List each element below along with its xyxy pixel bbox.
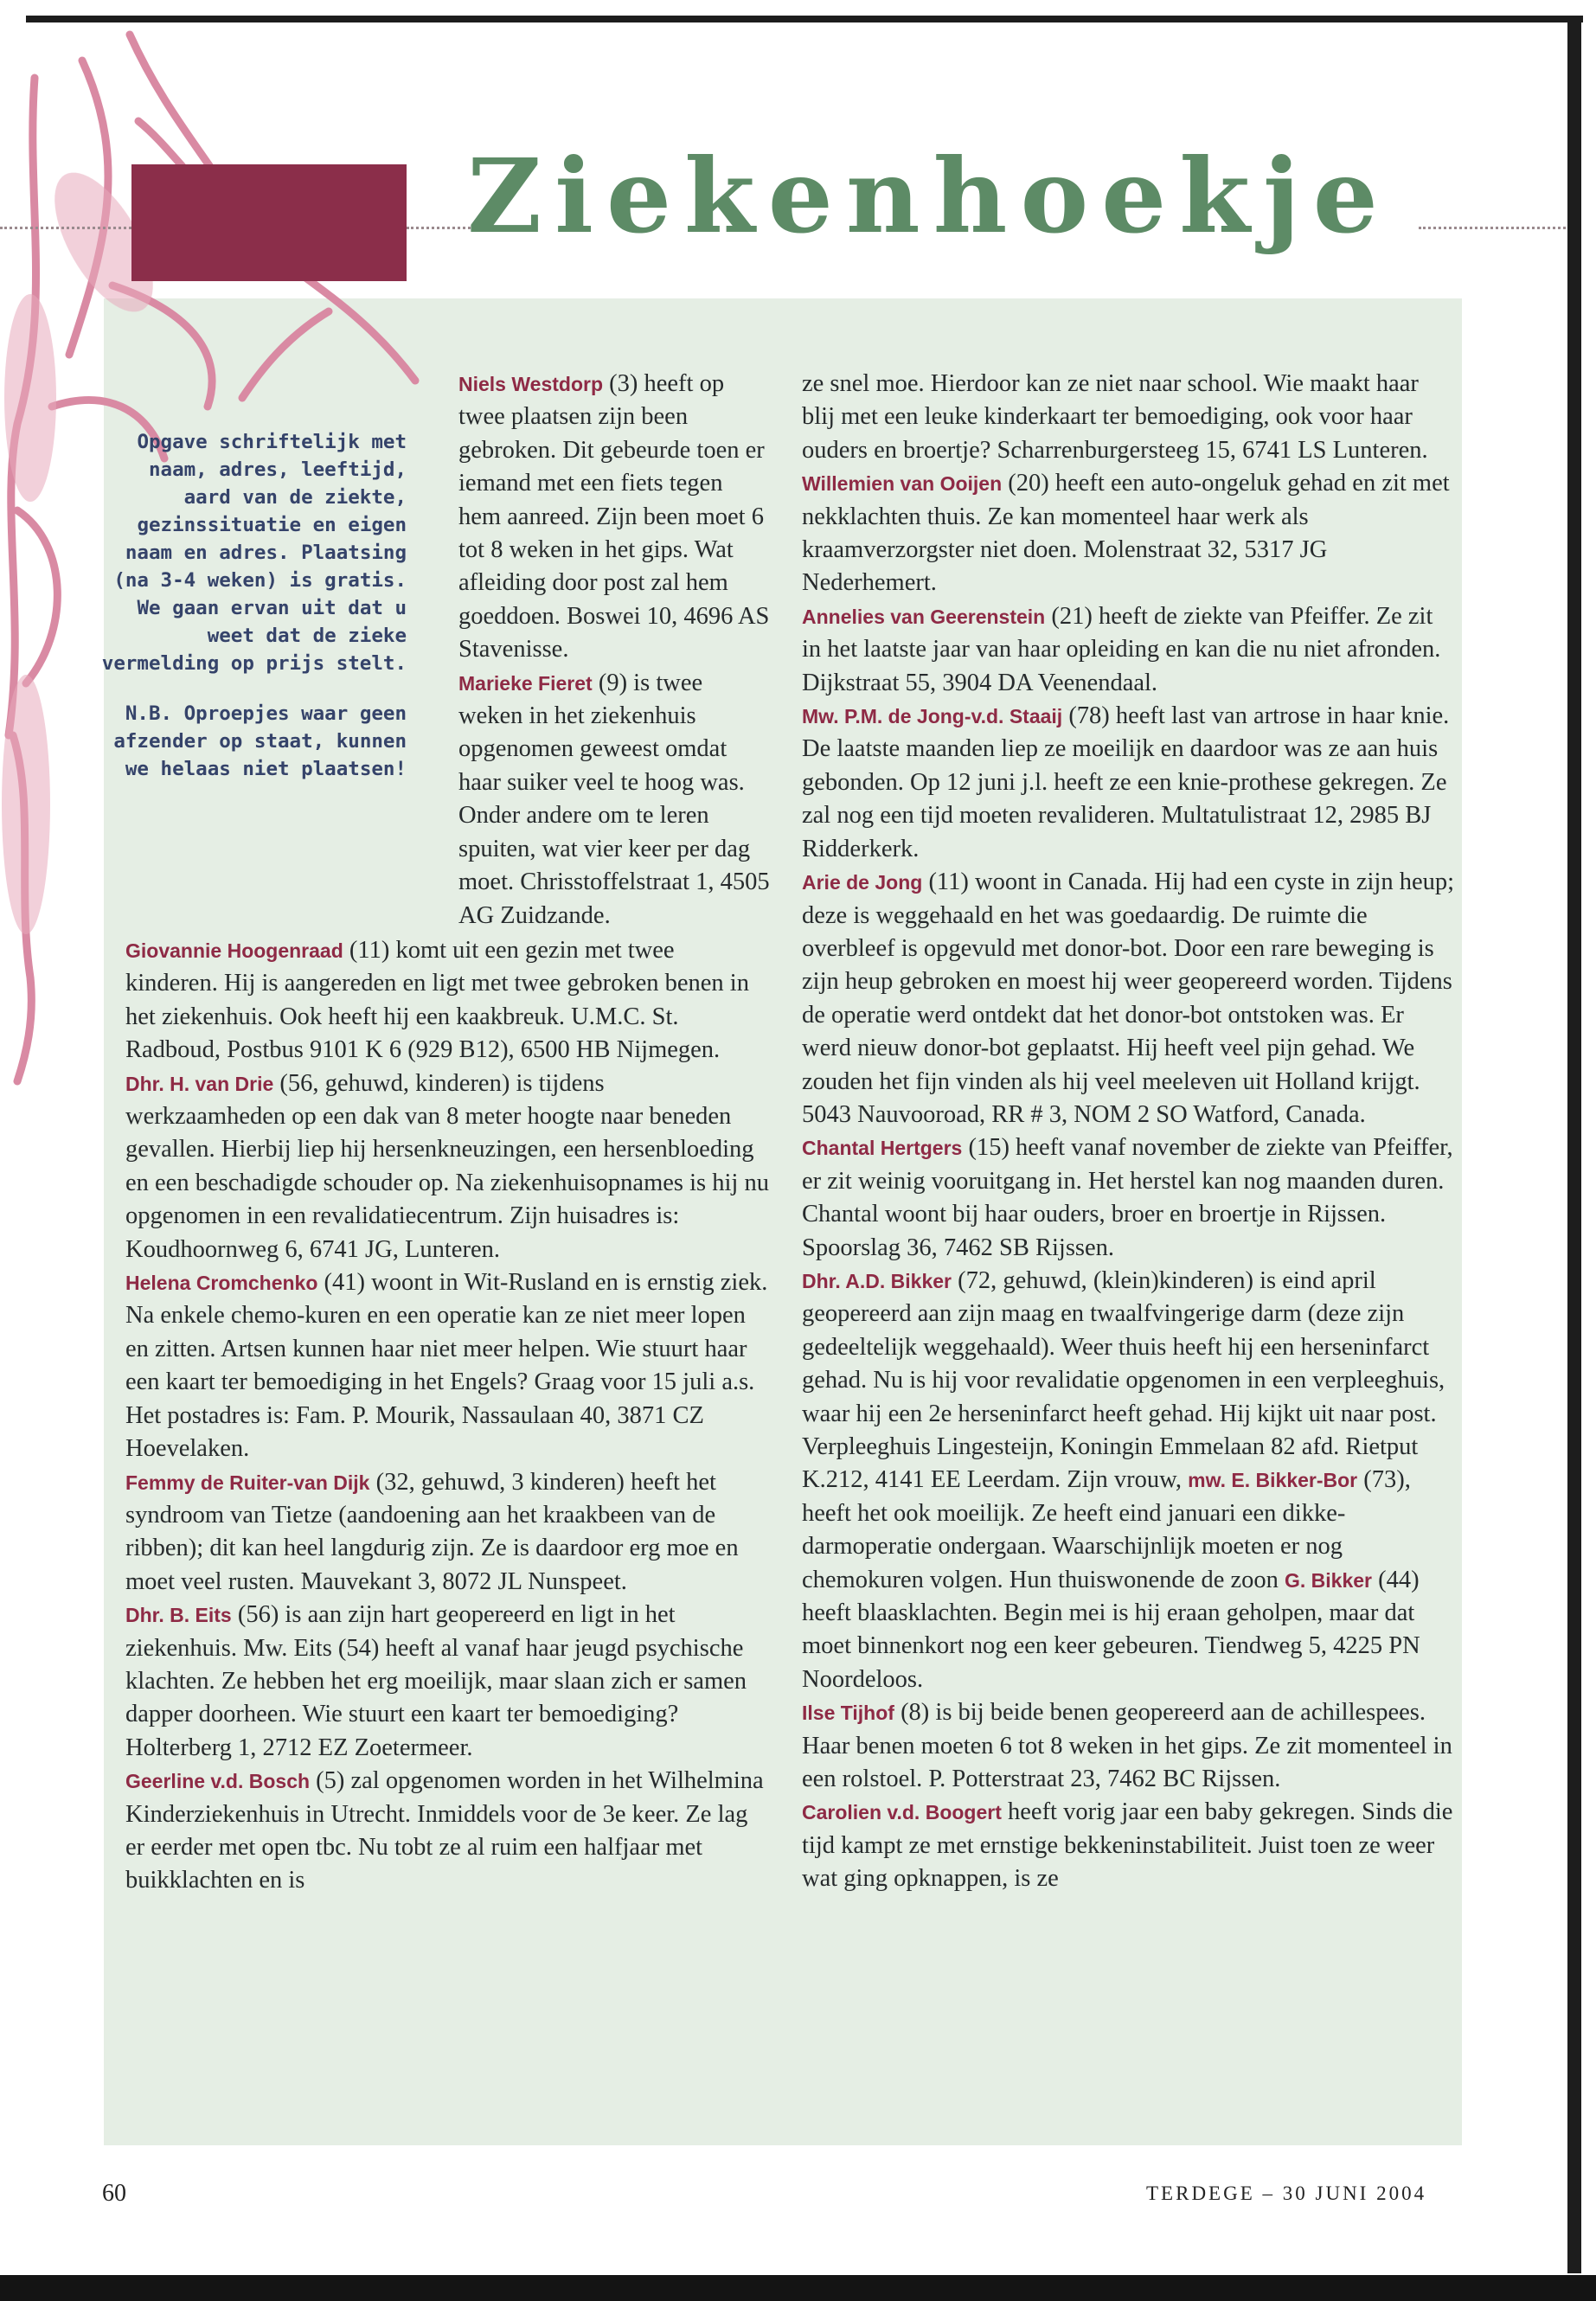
patient-text: (15) heeft vanaf november de ziekte van Pfeiffer, er zit weinig vooruitgang in. Het herstel kan nog maanden duren. Chantal woont bij haar ouders, broer en broertje in Rijssen. Spoorslag 36, 7462 SB Rijssen. [802, 1134, 1453, 1261]
list-item [802, 700, 1455, 866]
patient-text: (56, gehuwd, kinderen) is tijdens werkzaamheden op een dak van 8 meter hoogte naar beneden gevallen. Hierbij liep hij hersenkneuzingen, een hersenbloeding en een beschadigde schouder op. Na ziekenhuisopnames is hij nu opgenomen in een revalidatiecentrum. Zijn huisadres is: Koudhoornweg 6, 6741 JG, Lunteren. [125, 1069, 769, 1263]
patient-name: Giovannie Hoogenraad [125, 939, 343, 962]
patient-name: Annelies van Geerenstein [802, 605, 1046, 628]
list-item [802, 1131, 1455, 1265]
patient-text: (73), heeft het ook moeilijk. Ze heeft eind januari een dikke-darmoperatie ondergaan. Waarschijnlijk moeten er nog chemokuren volgen. Hun thuiswonende de zoon [802, 1466, 1411, 1593]
submission-info-box [95, 428, 407, 805]
column-left [125, 934, 770, 1898]
patient-text: (3) heeft op twee plaatsen zijn been gebroken. Dit gebeurde toen er iemand met een fiets tegen hem aanreed. Zijn been moet 6 tot 8 weken in het gips. Wat afleiding door post zal hem goeddoen. Boswei 10, 4696 AS Stavenisse. [458, 370, 770, 663]
patient-text: (56) is aan zijn hart geopereerd en ligt in het ziekenhuis. Mw. Eits (54) heeft al vanaf haar jeugd psychische klachten. Ze hebben het erg moeilijk, maar slaan zich er samen dapper doorheen. Wie stuurt een kaart ter bemoediging? Holterberg 1, 2712 EZ Zoetermeer. [125, 1601, 747, 1761]
patient-text: (20) heeft een auto-ongeluk gehad en zit met nekklachten thuis. Ze kan momenteel haar werk als kraamverzorgster niet doen. Molenstraat 32, 5317 JG Nederhemert. [802, 470, 1450, 597]
patient-text: (9) is twee weken in het ziekenhuis opgenomen geweest omdat haar suiker veel te hoog was. Onder andere om te leren spuiten, wat vier keer per dag moet. Chrisstoffelstraat 1, 4505 AG Zuidzande. [458, 669, 770, 929]
patient-name: Dhr. H. van Drie [125, 1072, 274, 1095]
list-item [802, 866, 1455, 1131]
list-item [125, 1266, 770, 1465]
patient-text: heeft vorig jaar een baby gekregen. Sinds die tijd kampt ze met ernstige bekkeninstabiliteit. Juist toen ze weer wat ging opknappen, is ze [802, 1798, 1453, 1893]
patient-name: Geerline v.d. Bosch [125, 1770, 311, 1793]
patient-name: mw. E. Bikker-Bor [1188, 1469, 1358, 1492]
patient-name: Dhr. A.D. Bikker [802, 1269, 952, 1292]
patient-name: Ilse Tijhof [802, 1702, 894, 1725]
page-top-border [26, 16, 1583, 22]
patient-text: (5) zal opgenomen worden in het Wilhelmina Kinderziekenhuis in Utrecht. Inmiddels voor de 3e keer. Ze lag er eerder met open tbc. Nu tobt ze al ruim een halfjaar met buikklachten en is [125, 1767, 764, 1894]
patient-text: (8) is bij beide benen geopereerd aan de achillespees. Haar benen moeten 6 tot 8 weken in het gips. Ze zit momenteel in een rolstoel. P. Potterstraat 23, 7462 BC Rijssen. [802, 1699, 1452, 1793]
page-bottom-border [0, 2275, 1596, 2301]
submission-note: N.B. Oproepjes waar geen afzender op staat, kunnen we helaas niet plaatsen! [113, 702, 407, 780]
patient-name: Chantal Hertgers [802, 1137, 963, 1160]
title-rule-right [1419, 227, 1566, 229]
page-number: 60 [102, 2180, 126, 2207]
patient-text: (11) woont in Canada. Hij had een cyste in zijn heup; deze is weggehaald en het was goedaardig. De ruimte die overbleef is opgevuld met donor-bot. Door een rare beweging is zijn heup gebroken en moest hij weer geopereerd worden. Tijdens de operatie werd ontdekt dat het donor-bot ontstoken was. Er werd nieuw donor-bot geplaatst. Hij heeft veel pijn gehad. We zouden het fijn vinden als hij veel meeleven uit Holland krijgt. 5043 Nauvooroad, RR # 3, NOM 2 SO Watford, Canada. [802, 868, 1455, 1128]
submission-instructions: Opgave schriftelijk met naam, adres, leeftijd, aard van de ziekte, gezinssituatie en eigen naam en adres. Plaatsing (na 3-4 weken) is gratis. We gaan ervan uit dat u weet dat de zieke vermelding op prijs stelt. [101, 431, 407, 675]
patient-name: Willemien van Ooijen [802, 472, 1003, 496]
list-item [125, 1599, 770, 1765]
page-right-border [1567, 16, 1581, 2273]
patient-text: (44) heeft blaasklachten. Begin mei is hij eraan geholpen, maar dat moet binnenkort nog een keer gebeuren. Tiendweg 5, 4225 PN Noordeloos. [802, 1566, 1420, 1693]
patient-name: Dhr. B. Eits [125, 1604, 232, 1627]
list-item [802, 1696, 1455, 1796]
list-item [802, 1265, 1455, 1696]
list-item [802, 368, 1455, 467]
patient-name: G. Bikker [1285, 1568, 1372, 1592]
list-item [125, 934, 770, 1067]
list-item [125, 1765, 770, 1898]
list-item [802, 467, 1455, 600]
list-item [802, 1796, 1455, 1895]
list-item [802, 600, 1455, 700]
patient-name: Niels Westdorp [458, 373, 603, 395]
publication-footer: TERDEGE – 30 JUNI 2004 [1146, 2182, 1427, 2204]
column-right [802, 368, 1455, 1896]
patient-name: Helena Cromchenko [125, 1272, 318, 1295]
patient-text: ze snel moe. Hierdoor kan ze niet naar school. Wie maakt haar blij met een leuke kinderkaart ter bemoediging, ook voor haar ouders en broertje? Scharrenburgersteeg 15, 6741 LS Lunteren. [802, 370, 1428, 464]
patient-text: (21) heeft de ziekte van Pfeiffer. Ze zit in het laatste jaar van haar opleiding en kan die nu niet afronden. Dijkstraat 55, 3904 DA Veenendaal. [802, 602, 1441, 696]
column-top-middle [458, 368, 770, 933]
patient-name: Mw. P.M. de Jong-v.d. Staaij [802, 705, 1063, 728]
list-item [125, 1067, 770, 1266]
patient-text: (72, gehuwd, (klein)kinderen) is eind april geopereerd aan zijn maag en twaalfvingerige darm (deze zijn gedeeltelijk weggehaald). Weer thuis heeft hij een herseninfarct gehad. Nu is hij voor revalidatie opgenomen in een verpleeghuis, waar hij een 2e herseninfarct heeft gehad. Hij kijkt uit naar post. Verpleeghuis Lingesteijn, Koningin Emmelaan 82 afd. Rietput K.212, 4141 EE Leerdam. Zijn vrouw, [802, 1266, 1445, 1494]
patient-name: Femmy de Ruiter-van Dijk [125, 1471, 370, 1494]
patient-text: (32, gehuwd, 3 kinderen) heeft het syndroom van Tietze (aandoening aan het kraakbeen van de ribben); dit kan heel langdurig zijn. Ze is daardoor erg moe en moet veel rusten. Mauvekant 3, 8072 JL Nunspeet. [125, 1468, 739, 1595]
patient-name: Carolien v.d. Boogert [802, 1801, 1002, 1824]
patient-text: (11) komt uit een gezin met twee kinderen. Hij is aangereden en ligt met twee gebroken benen in het ziekenhuis. Ook heeft hij een kaakbreuk. U.M.C. St. Radboud, Postbus 9101 K 6 (929 B12), 6500 HB Nijmegen. [125, 937, 749, 1064]
title-accent-block [131, 164, 407, 281]
patient-text: (41) woont in Wit-Rusland en is ernstig ziek. Na enkele chemo-kuren en een operatie kan ze niet meer lopen en zitten. Artsen kunnen haar niet meer helpen. Wie stuurt haar een kaart ter bemoediging in het Engels? Graag voor 15 juli a.s. Het postadres is: Fam. P. Mourik, Nassaulaan 40, 3871 CZ Hoevelaken. [125, 1269, 768, 1463]
patient-name: Marieke Fieret [458, 671, 593, 695]
list-item [125, 1466, 770, 1599]
list-item [458, 368, 770, 667]
patient-name: Arie de Jong [802, 871, 923, 894]
list-item [458, 667, 770, 933]
patient-text: (78) heeft last van artrose in haar knie. De laatste maanden liep ze moeilijk en daardoor was ze aan huis gebonden. Op 12 juni j.l. heeft ze een knie-prothese gekregen. Ze zal nog een tijd moeten revalideren. Multatulistraat 12, 2985 BJ Ridderkerk. [802, 702, 1450, 862]
page-title: Ziekenhoekje [467, 136, 1391, 256]
title-rule-left [0, 227, 131, 229]
